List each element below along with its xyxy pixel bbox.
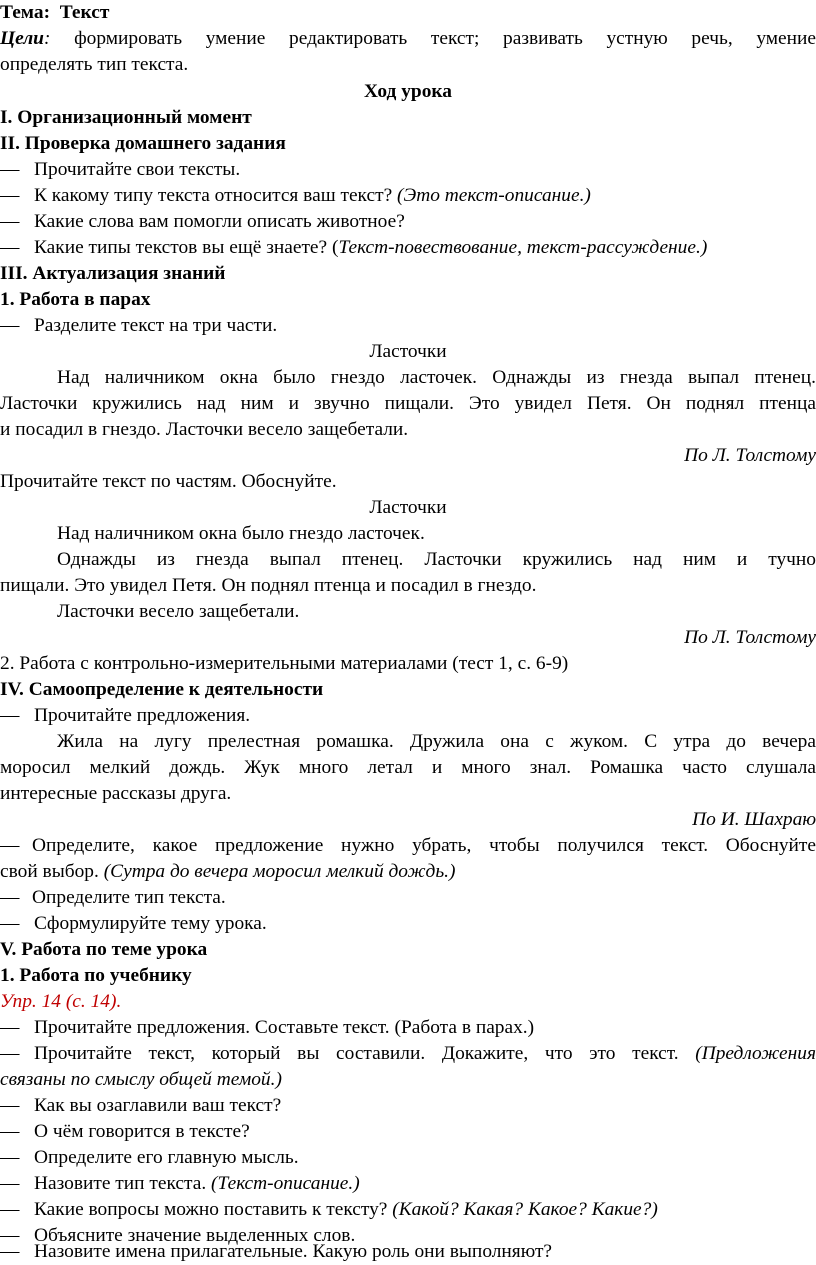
goals-colon: : [43,28,51,49]
exercise-reference: Упр. 14 (с. 14). [0,991,122,1012]
section-3-heading: III. Актуализация знаний [0,263,226,284]
dash: — [0,1095,20,1116]
story-author: По Л. Толстому [684,445,816,466]
lesson-heading: Ход урока [364,81,452,102]
subsection-textbook: 1. Работа по учебнику [0,965,192,986]
dash: — [0,1173,20,1194]
textbook-question-9-text: Назовите имена прилагательные. Какую роль они выполняют? [34,1241,553,1262]
pair-question-1-text: Разделите текст на три части. [34,315,278,336]
subsection-tests: 2. Работа с контрольно-измерительными материалами (тест 1, с. 6-9) [0,653,569,674]
hw-question-3 [0,209,816,235]
daisy-author: По И. Шахраю [692,809,816,830]
hw-question-1 [0,157,816,183]
textbook-question-4-text: О чём говорится в тексте? [34,1121,250,1142]
story2-paragraph-1: Над наличником окна было гнездо ласточек. [57,523,425,544]
dash: — [0,1241,20,1262]
self-question-3 [0,885,816,911]
textbook-question-2-answer-cont: связаны по смыслу общей темой.) [0,1069,282,1090]
section-2-heading: II. Проверка домашнего задания [0,133,286,154]
goals-line-1 [0,26,816,52]
story2-author: По Л. Толстому [684,627,816,648]
daisy-line-2: моросил мелкий дождь. Жук много летал и много знал. Ромашка часто слушала [0,757,816,778]
textbook-question-8-text: Объясните значение выделенных слов. [34,1225,356,1246]
daisy-line-1: Жила на лугу прелестная ромашка. Дружила она с жуком. С утра до вечера [57,731,816,752]
dash: — [0,835,20,856]
dash: — [0,1147,20,1168]
topic-value: Текст [59,2,110,23]
dash: — [0,1017,20,1038]
dash: — [0,887,20,908]
pair-question-1 [0,313,816,339]
story-line-3: и посадил в гнездо. Ласточки весело защебетали. [0,419,409,440]
story-title: Ласточки [369,341,447,362]
textbook-question-2 [0,1041,816,1067]
hw-question-4-text: Какие типы текстов вы ещё знаете? ( [34,237,339,258]
hw-question-4-answer: Текст-повествование, текст-рассуждение.) [338,237,708,258]
story2-paragraph-2-line-1: Однажды из гнезда выпал птенец. Ласточки кружились над ним и тучно [57,549,816,570]
hw-question-4 [0,235,816,261]
self-question-2-line-1 [0,833,816,859]
hw-question-2-answer: (Это текст-описание.) [397,185,591,206]
self-question-2-text: Определите, какое предложение нужно убрать, чтобы получился текст. Обоснуйте [32,835,816,856]
read-parts-instruction: Прочитайте текст по частям. Обоснуйте. [0,471,337,492]
textbook-question-4 [0,1119,816,1145]
self-question-4-text: Сформулируйте тему урока. [34,913,267,934]
hw-question-3-text: Какие слова вам помогли описать животное? [34,211,405,232]
dash: — [0,1043,20,1064]
section-4-heading: IV. Самоопределение к деятельности [0,679,324,700]
textbook-question-7 [0,1197,816,1223]
self-question-2-line-2 [0,859,816,885]
story-line-1: Над наличником окна было гнездо ласточек. Однажды из гнезда выпал птенец. [57,367,816,388]
subsection-pairs: 1. Работа в парах [0,289,151,310]
goals-text-2: определять тип текста. [0,54,189,75]
textbook-question-1 [0,1015,816,1041]
dash: — [0,211,20,232]
dash: — [0,913,20,934]
story2-paragraph-2-line-2: пищали. Это увидел Петя. Он поднял птенца и посадил в гнездо. [0,575,537,596]
story-line-2: Ласточки кружились над ним и звучно пищали. Это увидел Петя. Он поднял птенца [0,393,816,414]
textbook-question-5 [0,1145,816,1171]
daisy-line-3: интересные рассказы друга. [0,783,232,804]
self-question-4 [0,911,816,937]
textbook-question-2-answer: (Предложения [695,1043,816,1064]
textbook-question-2-text: Прочитайте текст, который вы составили. Докажите, что это текст. [34,1043,679,1064]
dash: — [0,159,20,180]
dash: — [0,237,20,258]
self-question-1-text: Прочитайте предложения. [34,705,251,726]
dash: — [0,1199,20,1220]
textbook-question-9 [0,1239,816,1265]
dash: — [0,1225,20,1246]
textbook-question-5-text: Определите его главную мысль. [34,1147,299,1168]
topic-label: Тема: [0,2,51,23]
goals-text-1: формировать умение редактировать текст; развивать устную речь, умение [74,28,816,49]
textbook-question-6-text: Назовите тип текста. [34,1173,207,1194]
section-5-heading: V. Работа по теме урока [0,939,208,960]
textbook-question-3-text: Как вы озаглавили ваш текст? [34,1095,282,1116]
self-question-1 [0,703,816,729]
dash: — [0,185,20,206]
goals-label: Цели [0,28,44,49]
textbook-question-3 [0,1093,816,1119]
textbook-question-6 [0,1171,816,1197]
topic-line [0,0,816,26]
textbook-question-7-text: Какие вопросы можно поставить к тексту? [34,1199,388,1220]
dash: — [0,705,20,726]
textbook-question-1-text: Прочитайте предложения. Составьте текст. (Работа в парах.) [34,1017,535,1038]
hw-question-1-text: Прочитайте свои тексты. [34,159,241,180]
dash: — [0,1121,20,1142]
section-1-heading: I. Организационный момент [0,107,252,128]
story2-title: Ласточки [369,497,447,518]
hw-question-2-text: К какому типу текста относится ваш текст? [34,185,393,206]
dash: — [0,315,20,336]
textbook-question-6-answer: (Текст-описание.) [211,1173,360,1194]
self-question-2-answer: (Сутра до вечера моросил мелкий дождь.) [103,861,456,882]
textbook-question-7-answer: (Какой? Какая? Какое? Какие?) [392,1199,658,1220]
self-question-3-text: Определите тип текста. [32,887,226,908]
hw-question-2 [0,183,816,209]
story2-paragraph-3: Ласточки весело защебетали. [57,601,300,622]
self-question-2-text-cont: свой выбор. [0,861,99,882]
